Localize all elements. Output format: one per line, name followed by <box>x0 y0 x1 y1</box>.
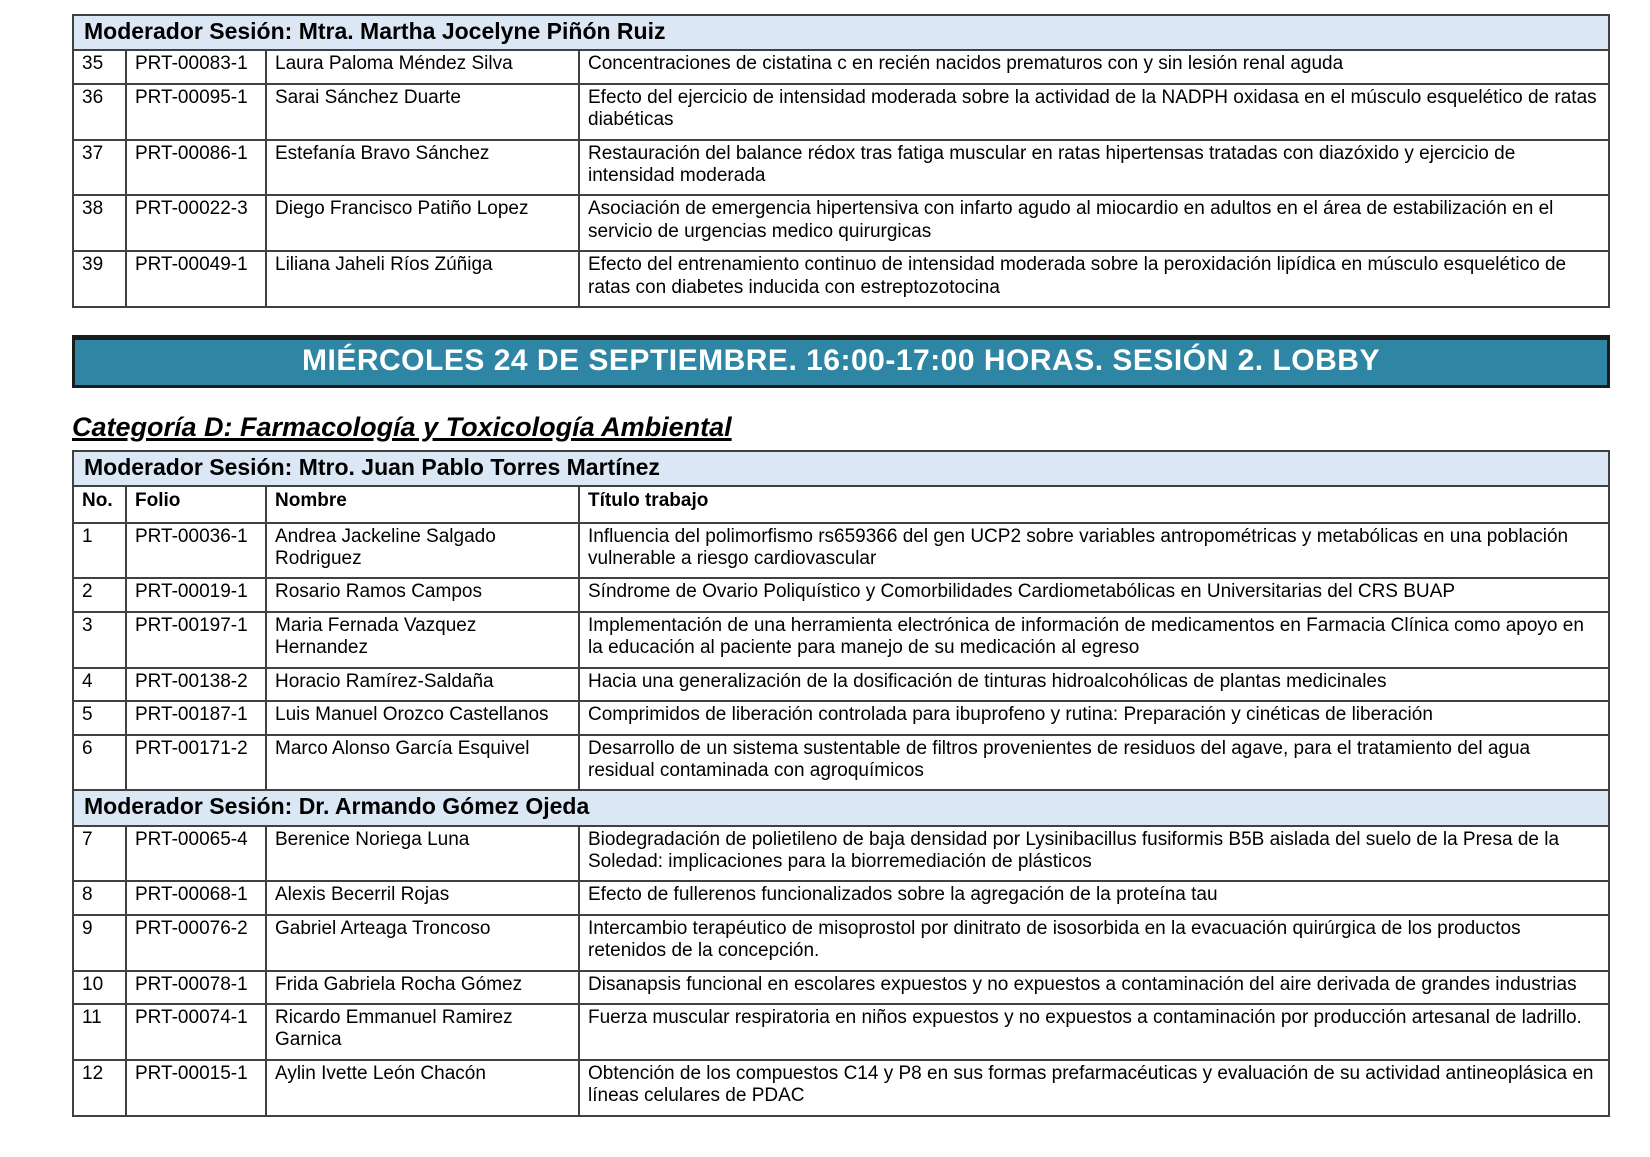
row-number-cell: 1 <box>73 523 126 579</box>
table-row <box>73 826 1609 882</box>
folio-cell: PRT-00068-1 <box>126 881 266 914</box>
name-cell: Liliana Jaheli Ríos Zúñiga <box>266 251 579 307</box>
table-row <box>73 1004 1609 1060</box>
table-row <box>73 578 1609 611</box>
folio-cell: PRT-00065-4 <box>126 826 266 882</box>
row-number-cell: 5 <box>73 701 126 734</box>
name-cell: Estefanía Bravo Sánchez <box>266 140 579 196</box>
row-number-cell: 11 <box>73 1004 126 1060</box>
moderator-label: Moderador Sesión: Mtra. Martha Jocelyne Piñón Ruiz <box>73 15 1609 50</box>
title-cell: Influencia del polimorfismo rs659366 del gen UCP2 sobre variables antropométricas y metabólicas en una población vulnerable a riesgo cardiovascular <box>579 523 1609 579</box>
row-number-cell: 38 <box>73 195 126 251</box>
row-number-cell: 10 <box>73 971 126 1004</box>
name-cell: Gabriel Arteaga Troncoso <box>266 915 579 971</box>
category-heading: Categoría D: Farmacología y Toxicología Ambiental <box>72 411 732 442</box>
table-row <box>73 668 1609 701</box>
folio-cell: PRT-00138-2 <box>126 668 266 701</box>
row-number-cell: 39 <box>73 251 126 307</box>
table-row <box>73 735 1609 791</box>
table-row <box>73 915 1609 971</box>
title-cell: Efecto del entrenamiento continuo de intensidad moderada sobre la peroxidación lipídica en músculo esquelético de ratas con diabetes inducida con estreptozotocina <box>579 251 1609 307</box>
session2-table <box>72 450 1610 1117</box>
title-cell: Asociación de emergencia hipertensiva con infarto agudo al miocardio en adultos en el área de estabilización en el servicio de urgencias medico quirurgicas <box>579 195 1609 251</box>
table-row <box>73 251 1609 307</box>
name-cell: Frida Gabriela Rocha Gómez <box>266 971 579 1004</box>
name-cell: Sarai Sánchez Duarte <box>266 84 579 140</box>
name-cell: Berenice Noriega Luna <box>266 826 579 882</box>
folio-cell: PRT-00019-1 <box>126 578 266 611</box>
name-cell: Ricardo Emmanuel Ramirez Garnica <box>266 1004 579 1060</box>
folio-cell: PRT-00049-1 <box>126 251 266 307</box>
name-cell: Luis Manuel Orozco Castellanos <box>266 701 579 734</box>
row-number-cell: 3 <box>73 612 126 668</box>
row-number-cell: 12 <box>73 1060 126 1116</box>
row-number-cell: 9 <box>73 915 126 971</box>
name-cell: Laura Paloma Méndez Silva <box>266 50 579 83</box>
column-header-no: No. <box>73 486 126 522</box>
column-header-titulo: Título trabajo <box>579 486 1609 522</box>
row-number-cell: 36 <box>73 84 126 140</box>
title-cell: Concentraciones de cistatina c en recién nacidos prematuros con y sin lesión renal aguda <box>579 50 1609 83</box>
row-number-cell: 2 <box>73 578 126 611</box>
moderator-label: Moderador Sesión: Dr. Armando Gómez Ojeda <box>73 790 1609 825</box>
table-row <box>73 701 1609 734</box>
row-number-cell: 37 <box>73 140 126 196</box>
title-cell: Desarrollo de un sistema sustentable de filtros provenientes de residuos del agave, para el tratamiento del agua residual contaminada con agroquímicos <box>579 735 1609 791</box>
title-cell: Fuerza muscular respiratoria en niños expuestos y no expuestos a contaminación por producción artesanal de ladrillo. <box>579 1004 1609 1060</box>
name-cell: Andrea Jackeline Salgado Rodriguez <box>266 523 579 579</box>
row-number-cell: 4 <box>73 668 126 701</box>
moderator-label: Moderador Sesión: Mtro. Juan Pablo Torres Martínez <box>73 451 1609 486</box>
name-cell: Maria Fernada Vazquez Hernandez <box>266 612 579 668</box>
title-cell: Disanapsis funcional en escolares expuestos y no expuestos a contaminación del aire derivada de grandes industrias <box>579 971 1609 1004</box>
name-cell: Diego Francisco Patiño Lopez <box>266 195 579 251</box>
row-number-cell: 6 <box>73 735 126 791</box>
title-cell: Obtención de los compuestos C14 y P8 en sus formas prefarmacéuticas y evaluación de su actividad antineoplásica en líneas celulares de PDAC <box>579 1060 1609 1116</box>
table-row <box>73 612 1609 668</box>
folio-cell: PRT-00197-1 <box>126 612 266 668</box>
name-cell: Marco Alonso García Esquivel <box>266 735 579 791</box>
session1-table <box>72 14 1610 308</box>
folio-cell: PRT-00083-1 <box>126 50 266 83</box>
table-row <box>73 881 1609 914</box>
table-row <box>73 523 1609 579</box>
folio-cell: PRT-00015-1 <box>126 1060 266 1116</box>
table-row <box>73 195 1609 251</box>
table-row <box>73 50 1609 83</box>
table-row <box>73 971 1609 1004</box>
moderator-row <box>73 451 1609 486</box>
program-document <box>72 14 1610 1157</box>
title-cell: Biodegradación de polietileno de baja densidad por Lysinibacillus fusiformis B5B aislada del suelo de la Presa de la Soledad: implicaciones para la biorremediación de plásticos <box>579 826 1609 882</box>
table-row <box>73 140 1609 196</box>
folio-cell: PRT-00086-1 <box>126 140 266 196</box>
moderator-row <box>73 15 1609 50</box>
folio-cell: PRT-00022-3 <box>126 195 266 251</box>
name-cell: Aylin Ivette León Chacón <box>266 1060 579 1116</box>
folio-cell: PRT-00095-1 <box>126 84 266 140</box>
moderator-row <box>73 790 1609 825</box>
name-cell: Horacio Ramírez-Saldaña <box>266 668 579 701</box>
title-cell: Comprimidos de liberación controlada para ibuprofeno y rutina: Preparación y cinéticas de liberación <box>579 701 1609 734</box>
row-number-cell: 7 <box>73 826 126 882</box>
folio-cell: PRT-00074-1 <box>126 1004 266 1060</box>
column-header-row <box>73 486 1609 522</box>
title-cell: Hacia una generalización de la dosificación de tinturas hidroalcohólicas de plantas medicinales <box>579 668 1609 701</box>
title-cell: Efecto de fullerenos funcionalizados sobre la agregación de la proteína tau <box>579 881 1609 914</box>
title-cell: Intercambio terapéutico de misoprostol por dinitrato de isosorbida en la evacuación quirúrgica de los productos retenidos de la concepción. <box>579 915 1609 971</box>
page-bottom-margin <box>72 1117 1610 1157</box>
title-cell: Efecto del ejercicio de intensidad moderada sobre la actividad de la NADPH oxidasa en el músculo esquelético de ratas diabéticas <box>579 84 1609 140</box>
column-header-folio: Folio <box>126 486 266 522</box>
folio-cell: PRT-00076-2 <box>126 915 266 971</box>
folio-cell: PRT-00171-2 <box>126 735 266 791</box>
table-row <box>73 84 1609 140</box>
folio-cell: PRT-00078-1 <box>126 971 266 1004</box>
folio-cell: PRT-00187-1 <box>126 701 266 734</box>
row-number-cell: 8 <box>73 881 126 914</box>
folio-cell: PRT-00036-1 <box>126 523 266 579</box>
title-cell: Implementación de una herramienta electrónica de información de medicamentos en Farmacia Clínica como apoyo en la educación al paciente para manejo de su medicación al egreso <box>579 612 1609 668</box>
name-cell: Alexis Becerril Rojas <box>266 881 579 914</box>
row-number-cell: 35 <box>73 50 126 83</box>
session-banner: MIÉRCOLES 24 DE SEPTIEMBRE. 16:00-17:00 HORAS. SESIÓN 2. LOBBY <box>72 335 1610 388</box>
column-header-nombre: Nombre <box>266 486 579 522</box>
table-row <box>73 1060 1609 1116</box>
name-cell: Rosario Ramos Campos <box>266 578 579 611</box>
title-cell: Restauración del balance rédox tras fatiga muscular en ratas hipertensas tratadas con diazóxido y ejercicio de intensidad moderada <box>579 140 1609 196</box>
title-cell: Síndrome de Ovario Poliquístico y Comorbilidades Cardiometabólicas en Universitarias del CRS BUAP <box>579 578 1609 611</box>
